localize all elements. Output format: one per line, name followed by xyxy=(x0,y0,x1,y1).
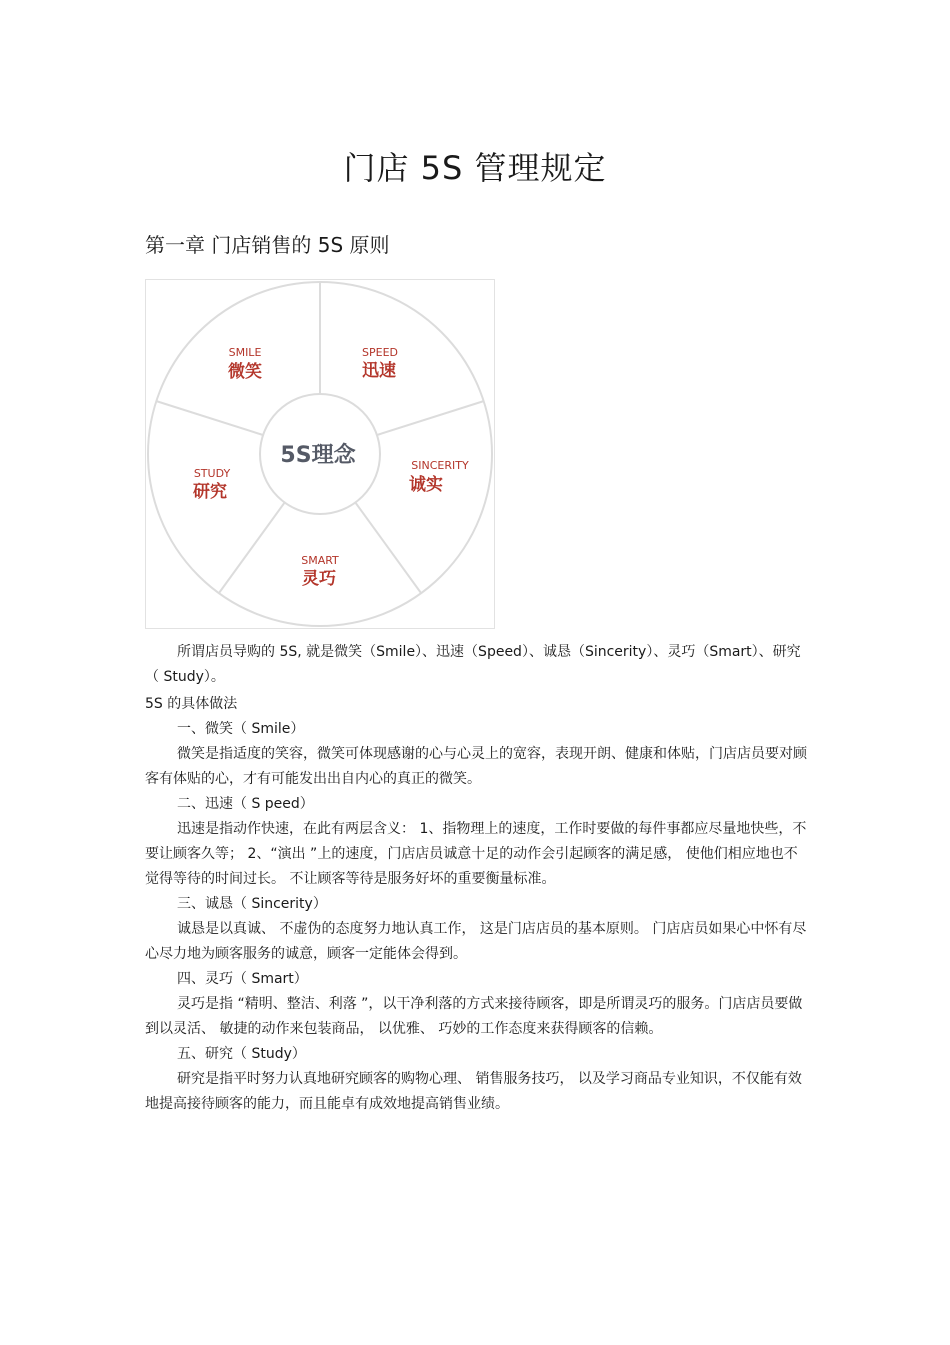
paragraph: 微笑是指适度的笑容，微笑可体现感谢的心与心灵上的宽容，表现开朗、健康和体贴，门店店员要对顾客有体贴的心，才有可能发出出自内心的真正的微笑。 xyxy=(145,746,807,787)
chapter-heading: 第一章 门店销售的 5S 原则 xyxy=(145,233,390,257)
paragraph: 诚恳是以真诚、 不虚伪的态度努力地认真工作， 这是门店店员的基本原则。 门店店员如果心中怀有尽心尽力地为顾客服务的诚意，顾客一定能体会得到。 xyxy=(145,921,807,962)
5s-wheel xyxy=(145,279,495,629)
segment-en-label: STUDY xyxy=(193,467,231,480)
body-text xyxy=(145,640,810,1117)
segment-en-label: SINCERITY xyxy=(411,459,469,472)
section-heading: 三、诚恳（ Sincerity） xyxy=(177,896,327,912)
segment-zh-label: 迅速 xyxy=(362,361,396,381)
segment-en-label: SPEED xyxy=(362,346,398,359)
segment-zh-label: 诚实 xyxy=(409,475,443,495)
5s-diagram xyxy=(145,279,495,629)
section-heading: 一、微笑（ Smile） xyxy=(177,721,305,737)
paragraph: 迅速是指动作快速，在此有两层含义： 1、指物理上的速度，工作时要做的每件事都应尽量地快些，不要让顾客久等； 2、“演出 ”上的速度，门店店员诚意十足的动作会引起顾客的满足感， 使他们相应地也不觉得等待的时间过长。 不让顾客等待是服务好坏的重要衡量标准。 xyxy=(145,821,807,887)
section-heading: 5S 的具体做法 xyxy=(145,696,238,712)
segment-zh-label: 微笑 xyxy=(228,362,262,382)
section-heading: 二、迅速（ S peed） xyxy=(177,796,314,812)
section-heading: 四、灵巧（ Smart） xyxy=(177,971,308,987)
segment-en-label: SMILE xyxy=(228,346,262,359)
paragraph: 灵巧是指 “精明、整洁、利落 ”，以干净利落的方式来接待顾客，即是所谓灵巧的服务。门店店员要做到以灵活、 敏捷的动作来包装商品， 以优雅、 巧妙的工作态度来获得顾客的信赖。 xyxy=(145,996,803,1037)
segment-zh-label: 研究 xyxy=(193,482,227,502)
segment-en-label: SMART xyxy=(301,554,339,567)
center-label: 5S理念 xyxy=(280,443,356,468)
paragraph: 所谓店员导购的 5S, 就是微笑（Smile）、迅速（Speed）、诚恳（Sincerity）、灵巧（Smart）、研究（ Study）。 xyxy=(145,644,801,685)
paragraph: 研究是指平时努力认真地研究顾客的购物心理、 销售服务技巧， 以及学习商品专业知识，不仅能有效地提高接待顾客的能力，而且能卓有成效地提高销售业绩。 xyxy=(145,1071,802,1112)
section-heading: 五、研究（ Study） xyxy=(177,1046,306,1062)
segment-zh-label: 灵巧 xyxy=(302,569,336,589)
page-title: 门店 5S 管理规定 xyxy=(343,149,607,188)
